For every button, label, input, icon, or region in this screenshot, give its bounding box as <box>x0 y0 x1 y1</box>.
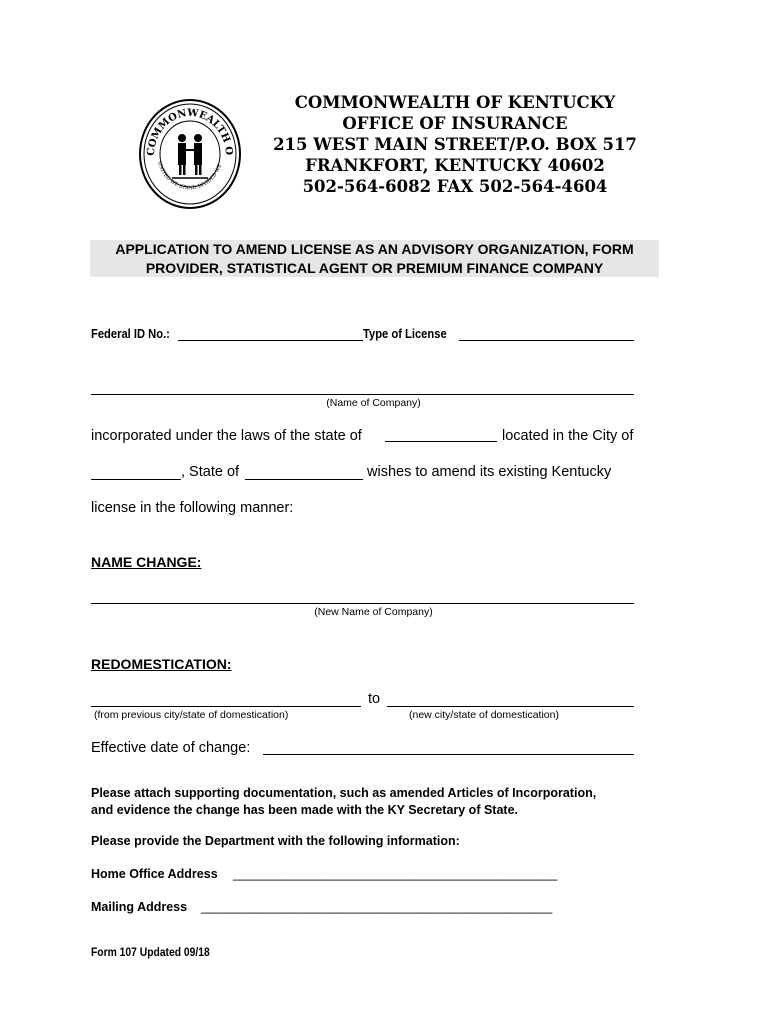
redomestication-heading: REDOMESTICATION: <box>91 656 232 672</box>
home-office-label: Home Office Address <box>91 867 218 881</box>
header-line-phone: 502-564-6082 FAX 502-564-4604 <box>302 177 608 196</box>
company-name-caption: (Name of Company) <box>326 397 421 409</box>
from-domestication-caption: (from previous city/state of domestication) <box>94 709 289 721</box>
new-domestication-field[interactable] <box>387 706 634 707</box>
mailing-address-field[interactable]: ____________________________________________________ <box>201 900 553 914</box>
provide-info-text: Please provide the Department with the following information: <box>91 834 460 848</box>
license-manner-text: license in the following manner: <box>91 500 294 516</box>
seal-text-bottom: UNITED WE STAND DIVIDED WE <box>156 160 224 192</box>
state-field[interactable] <box>245 479 363 480</box>
form-title-line2: PROVIDER, STATISTICAL AGENT OR PREMIUM FINANCE COMPANY <box>145 260 604 276</box>
previous-domestication-field[interactable] <box>91 706 361 707</box>
state-of-incorporation-field[interactable] <box>385 441 497 442</box>
form-number-footer: Form 107 Updated 09/18 <box>91 945 210 959</box>
effective-date-field[interactable] <box>263 754 634 755</box>
incorporated-text: incorporated under the laws of the state of <box>91 428 362 444</box>
seal-text-top: COMMONWEALTH O <box>145 107 235 157</box>
name-change-heading: NAME CHANGE: <box>91 554 202 570</box>
wishes-to-amend-text: wishes to amend its existing Kentucky <box>367 464 612 480</box>
home-office-field[interactable]: ________________________________________________ <box>233 867 558 881</box>
agency-header <box>250 92 660 197</box>
new-domestication-caption: (new city/state of domestication) <box>409 709 559 721</box>
company-name-field[interactable] <box>91 394 634 395</box>
state-of-text: , State of <box>181 464 240 480</box>
type-of-license-label: Type of License <box>363 326 447 341</box>
located-in-city-text: located in the City of <box>502 428 634 444</box>
attach-docs-line1: Please attach supporting documentation, such as amended Articles of Incorporation, <box>91 786 597 800</box>
new-company-name-field[interactable] <box>91 603 634 604</box>
kentucky-seal <box>138 98 242 210</box>
effective-date-label: Effective date of change: <box>91 740 251 756</box>
federal-id-label: Federal ID No.: <box>91 326 170 341</box>
header-line-city: FRANKFORT, KENTUCKY 40602 <box>305 156 605 175</box>
form-title-banner <box>90 240 659 277</box>
form-title-line1: APPLICATION TO AMEND LICENSE AS AN ADVISORY ORGANIZATION, FORM <box>115 241 634 257</box>
new-company-name-caption: (New Name of Company) <box>314 606 433 618</box>
type-of-license-field[interactable] <box>459 340 634 341</box>
federal-id-field[interactable] <box>178 340 363 341</box>
header-line-office: OFFICE OF INSURANCE <box>342 114 568 133</box>
to-text: to <box>368 691 381 707</box>
header-line-street: 215 WEST MAIN STREET/P.O. BOX 517 <box>273 135 637 154</box>
mailing-address-label: Mailing Address <box>91 900 188 914</box>
attach-docs-line2: and evidence the change has been made with the KY Secretary of State. <box>91 803 518 817</box>
city-field[interactable] <box>91 479 181 480</box>
header-line-commonwealth: COMMONWEALTH OF KENTUCKY <box>294 93 616 112</box>
